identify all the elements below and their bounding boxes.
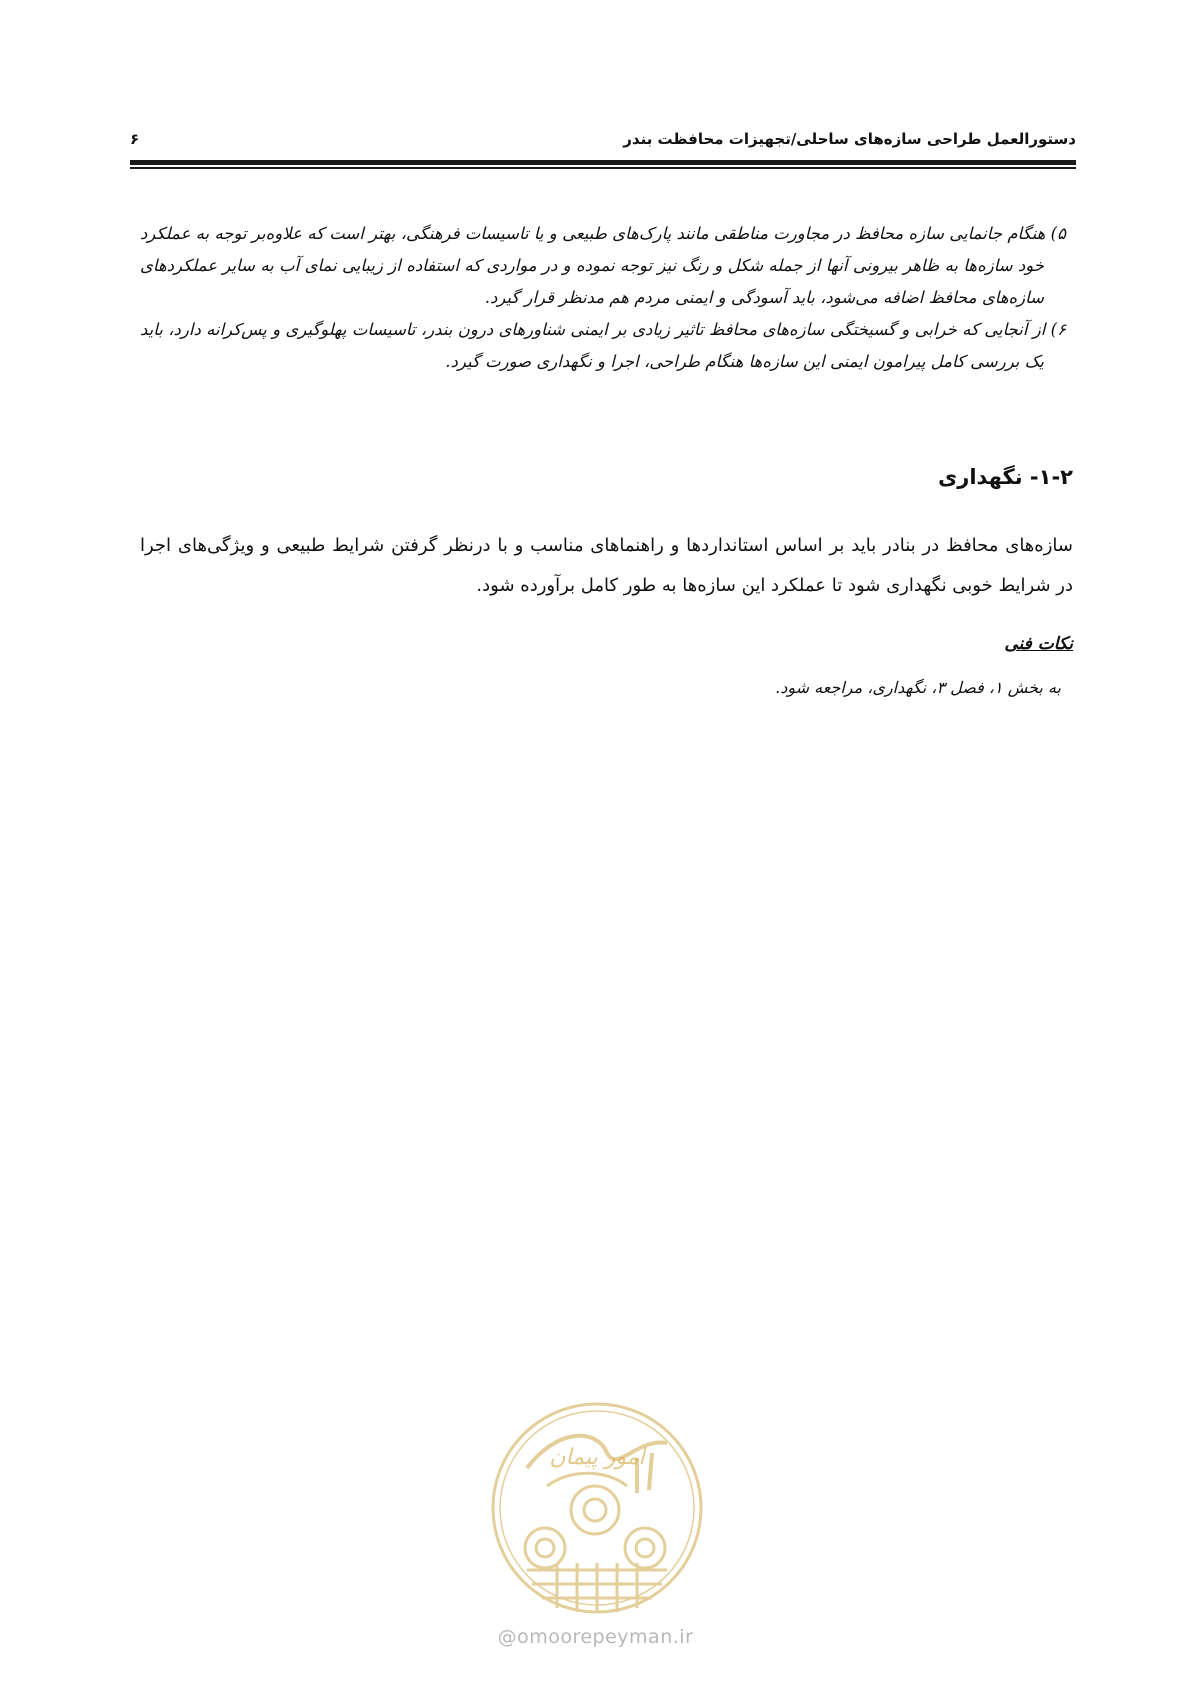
numbered-items [140,218,1066,378]
section-heading: ۱-۲- نگهداری [937,465,1073,489]
technical-notes-text: به بخش ۱، فصل ۳، نگهداری، مراجعه شود. [775,678,1061,697]
svg-text:امور پیمان: امور پیمان [549,1445,645,1470]
watermark-seal-icon [487,1398,707,1618]
list-item: ۵) هنگام جانمایی سازه محافظ در مجاورت مناطقی مانند پارک‌های طبیعی و یا تاسیسات فرهنگی، بهتر است که علاوه‌بر توجه به عملکرد خود سازه‌ها به ظاهر بیرونی آنها از جمله شکل و رنگ نیز توجه نموده و در مواردی که استفاده از زیبایی نمای آب به سایر عملکردهای سازه‌های محافظ اضافه می‌شود، باید آسودگی و ایمنی مردم هم مدنظر قرار گیرد. [140,224,1066,307]
header-rule-thick [130,160,1076,165]
header-rule-thin [130,167,1076,169]
body-paragraph: سازه‌های محافظ در بنادر باید بر اساس استانداردها و راهنماهای مناسب و با درنظر گرفتن شرایط طبیعی و ویژگی‌های اجرا در شرایط خوبی نگهداری شود تا عملکرد این سازه‌ها به طور کامل برآورده شود. [140,535,1073,596]
page-number: ۶ [130,130,140,148]
page-header [130,128,1076,150]
list-item: ۶) از آنجایی که خرابی و گسیختگی سازه‌های محافظ تاثیر زیادی بر ایمنی شناورهای درون بندر، تاسیسات پهلوگیری و پس‌کرانه دارد، باید یک بررسی کامل پیرامون ایمنی این سازه‌ها هنگام طراحی، اجرا و نگهداری صورت گیرد. [140,320,1066,371]
watermark-url: @omoorepeyman.ir [497,1626,694,1648]
technical-notes-heading: نکات فنی [1004,634,1073,654]
running-title: دستورالعمل طراحی سازه‌های ساحلی/تجهیزات محافظت بندر [623,130,1076,148]
